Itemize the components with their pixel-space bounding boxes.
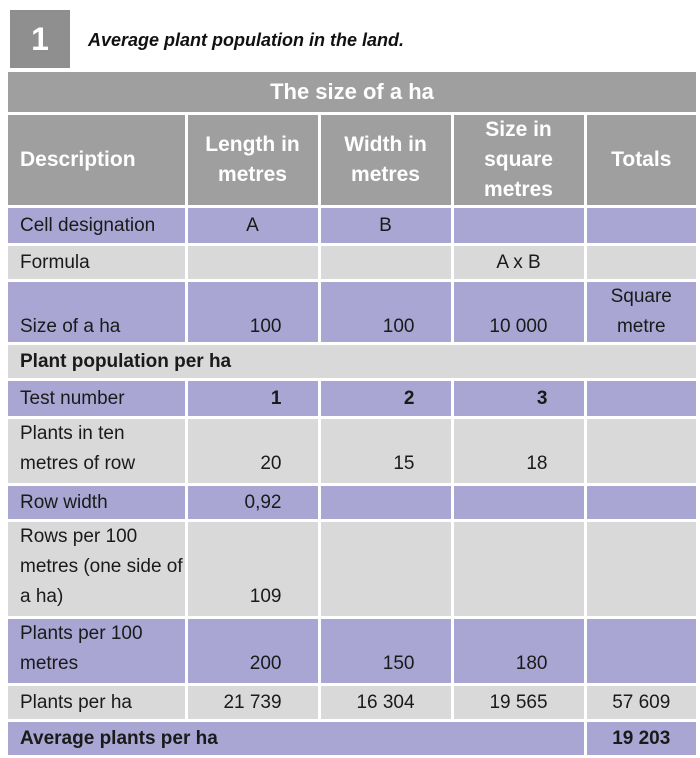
column-header-totals: Totals (585, 114, 696, 207)
table-cell (585, 207, 696, 245)
row-label: Formula (8, 245, 186, 281)
row-label: Cell designation (8, 207, 186, 245)
row-label: Size of a ha (8, 281, 186, 344)
table-row (8, 207, 696, 245)
table-cell (585, 380, 696, 418)
table-row (8, 380, 696, 418)
table-cell: 16 304 (319, 685, 452, 721)
table-row (8, 245, 696, 281)
table-cell (585, 245, 696, 281)
column-header-width: Width in metres (319, 114, 452, 207)
table-cell (186, 245, 319, 281)
table-cell: 21 739 (186, 685, 319, 721)
row-label: Test number (8, 380, 186, 418)
table-cell (452, 521, 585, 618)
figure-title: Average plant population in the land. (88, 30, 405, 50)
figure-number: 1 (10, 10, 70, 68)
table-row (8, 685, 696, 721)
table-cell: 3 (452, 380, 585, 418)
table-cell: 100 (319, 281, 452, 344)
row-label: Rows per 100 metres (one side of a ha) (8, 521, 186, 618)
column-header-row (8, 114, 696, 207)
table-cell: 0,92 (186, 485, 319, 521)
table-cell: 200 (186, 618, 319, 685)
table-cell: 100 (186, 281, 319, 344)
table-row (8, 418, 696, 485)
table-cell (585, 618, 696, 685)
table-cell (452, 485, 585, 521)
plant-population-table (8, 72, 696, 758)
table-cell: 57 609 (585, 685, 696, 721)
table-row (8, 485, 696, 521)
table-cell (319, 521, 452, 618)
row-label: Average plants per ha (8, 721, 585, 757)
table-cell: 109 (186, 521, 319, 618)
table-cell: 1 (186, 380, 319, 418)
column-header-length: Length in metres (186, 114, 319, 207)
section-heading: Plant population per ha (8, 344, 696, 380)
table-cell (452, 207, 585, 245)
table-cell: 20 (186, 418, 319, 485)
table-cell: 10 000 (452, 281, 585, 344)
table-cell: 180 (452, 618, 585, 685)
table-cell: 18 (452, 418, 585, 485)
table-cell (585, 418, 696, 485)
table-cell: 15 (319, 418, 452, 485)
column-header-description: Description (8, 114, 186, 207)
row-label: Plants in ten metres of row (8, 418, 186, 485)
figure-header (0, 0, 700, 70)
table-row (8, 281, 696, 344)
table-banner: The size of a ha (8, 72, 696, 114)
table-cell (319, 485, 452, 521)
table-row (8, 618, 696, 685)
row-label: Plants per ha (8, 685, 186, 721)
table-row (8, 521, 696, 618)
row-label: Plants per 100 metres (8, 618, 186, 685)
section-row (8, 344, 696, 380)
table-cell (319, 245, 452, 281)
table-cell: 2 (319, 380, 452, 418)
table-cell (585, 485, 696, 521)
table-cell: A x B (452, 245, 585, 281)
table-cell: Square metre (585, 281, 696, 344)
table-cell: B (319, 207, 452, 245)
table-banner-row (8, 72, 696, 114)
column-header-size: Size in square metres (452, 114, 585, 207)
row-label: Row width (8, 485, 186, 521)
table-cell: A (186, 207, 319, 245)
table-row (8, 721, 696, 757)
table-cell (585, 521, 696, 618)
table-cell: 150 (319, 618, 452, 685)
table-cell: 19 565 (452, 685, 585, 721)
table-cell: 19 203 (585, 721, 696, 757)
